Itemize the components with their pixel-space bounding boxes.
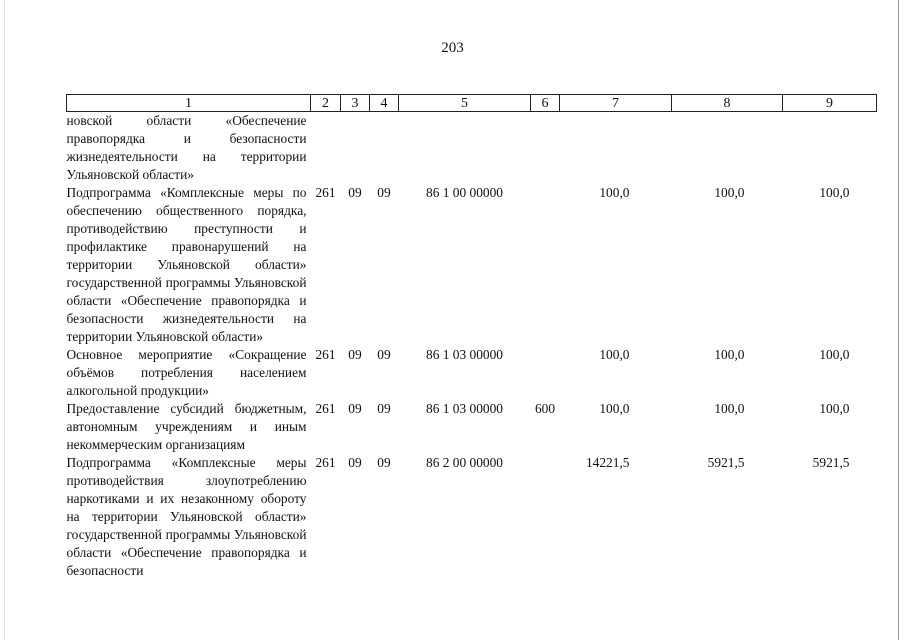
cell-col-4: 09 <box>377 185 391 200</box>
table-row <box>67 454 877 580</box>
scan-left-edge <box>4 0 5 640</box>
cell-col-7 <box>560 112 672 185</box>
cell-col-9 <box>783 112 877 185</box>
row-description: Предоставление субсидий бюджетным, автономным учреждениям и иным некоммерческим организациям <box>66 401 307 452</box>
cell-col-4 <box>370 112 399 185</box>
cell-col-3: 09 <box>348 401 362 416</box>
cell-col-2: 261 <box>315 347 336 362</box>
cell-col-4: 09 <box>377 401 391 416</box>
cell-col-2: 261 <box>315 185 336 200</box>
cell-col-7: 100,0 <box>599 401 630 416</box>
header-col-8: 8 <box>672 95 783 112</box>
cell-col-5: 86 1 03 00000 <box>426 401 503 416</box>
cell-col-7: 100,0 <box>599 185 630 200</box>
cell-col-7: 14221,5 <box>585 455 630 470</box>
cell-col-5: 86 1 00 00000 <box>426 185 503 200</box>
page-number: 203 <box>441 40 464 56</box>
cell-col-3: 09 <box>348 347 362 362</box>
scan-right-edge <box>898 0 899 640</box>
table-row <box>67 112 877 185</box>
header-col-5: 5 <box>399 95 531 112</box>
cell-col-2: 261 <box>315 455 336 470</box>
cell-col-8: 5921,5 <box>707 455 745 470</box>
row-description: Подпрограмма «Комплексные меры по обеспечению общественного порядка, противодействию преступности и профилактике правонарушений на территории Ульяновской области» государственной программы Ульяновской области «Обеспечение правопорядка и безопасности жизнедеятельности на территории Ульяновской области» <box>66 185 307 344</box>
cell-col-8: 100,0 <box>714 401 745 416</box>
header-row <box>67 95 877 112</box>
cell-col-3: 09 <box>348 455 362 470</box>
cell-col-3: 09 <box>348 185 362 200</box>
cell-col-8: 100,0 <box>714 347 745 362</box>
header-col-1: 1 <box>67 95 311 112</box>
cell-col-9: 100,0 <box>819 347 850 362</box>
cell-col-6 <box>531 184 560 346</box>
cell-col-6 <box>531 112 560 185</box>
table-row <box>67 400 877 454</box>
cell-col-7: 100,0 <box>599 347 630 362</box>
cell-col-6 <box>531 346 560 400</box>
row-description: Подпрограмма «Комплексные меры противодействия злоупотреблению наркотиками и их незаконному обороту на территории Ульяновской области» государственной программы Ульяновской области «Обеспечение правопорядка и безопасности <box>66 455 307 578</box>
budget-table <box>66 94 877 580</box>
cell-col-8: 100,0 <box>714 185 745 200</box>
row-description: Основное мероприятие «Сокращение объёмов потребления населением алкогольной продукции» <box>66 347 307 398</box>
cell-col-9: 100,0 <box>819 185 850 200</box>
cell-col-6: 600 <box>534 401 556 416</box>
cell-col-2: 261 <box>315 401 336 416</box>
cell-col-9: 100,0 <box>819 401 850 416</box>
cell-col-3 <box>341 112 370 185</box>
header-col-3: 3 <box>341 95 370 112</box>
cell-col-9: 5921,5 <box>812 455 850 470</box>
cell-col-2 <box>311 112 341 185</box>
table-row <box>67 184 877 346</box>
cell-col-6 <box>531 454 560 580</box>
table-row <box>67 346 877 400</box>
cell-col-4: 09 <box>377 455 391 470</box>
header-col-7: 7 <box>560 95 672 112</box>
cell-col-5: 86 2 00 00000 <box>426 455 503 470</box>
header-col-4: 4 <box>370 95 399 112</box>
header-col-2: 2 <box>311 95 341 112</box>
row-description: новской области «Обеспечение правопорядка и безопасности жизнедеятельности на территории Ульяновской области» <box>66 113 307 182</box>
cell-col-5: 86 1 03 00000 <box>426 347 503 362</box>
header-col-6: 6 <box>531 95 560 112</box>
cell-col-4: 09 <box>377 347 391 362</box>
cell-col-8 <box>672 112 783 185</box>
cell-col-5 <box>399 112 531 185</box>
header-col-9: 9 <box>783 95 877 112</box>
